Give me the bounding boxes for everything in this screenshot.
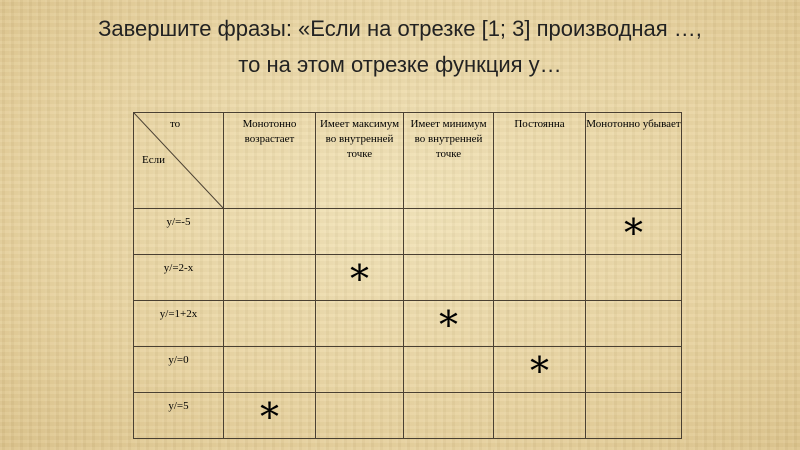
asterisk-mark [586, 301, 681, 305]
table-cell [586, 209, 682, 255]
row-label: y/=1+2x [134, 301, 224, 347]
table-row [134, 209, 682, 255]
table-cell [404, 393, 494, 439]
table-row [134, 347, 682, 393]
asterisk-mark [316, 393, 403, 397]
table-cell [586, 347, 682, 393]
asterisk-mark [404, 393, 493, 397]
asterisk-mark: * [350, 257, 369, 301]
slide-title-line-2: то на этом отрезке функция у… [238, 52, 562, 77]
asterisk-mark [586, 393, 681, 397]
table-cell [404, 209, 494, 255]
asterisk-mark: * [439, 303, 458, 347]
table-cell [494, 347, 586, 393]
asterisk-mark: * [624, 211, 643, 255]
table-row [134, 255, 682, 301]
table-cell [494, 255, 586, 301]
asterisk-mark [316, 209, 403, 213]
asterisk-mark: * [260, 395, 279, 439]
table-cell [494, 209, 586, 255]
column-header: Монотонно убывает [586, 113, 682, 209]
table-cell [224, 209, 316, 255]
table-row [134, 393, 682, 439]
asterisk-mark [494, 255, 585, 259]
row-label: y/=-5 [134, 209, 224, 255]
table-row [134, 301, 682, 347]
table-cell [586, 301, 682, 347]
row-label: y/=2-x [134, 255, 224, 301]
corner-cell [134, 113, 224, 209]
asterisk-mark [586, 255, 681, 259]
asterisk-mark [224, 209, 315, 213]
asterisk-mark [494, 393, 585, 397]
table-cell [224, 301, 316, 347]
asterisk-mark [494, 301, 585, 305]
asterisk-mark [224, 255, 315, 259]
row-label: y/=0 [134, 347, 224, 393]
table-cell [316, 347, 404, 393]
table-cell [494, 393, 586, 439]
table-cell [586, 393, 682, 439]
asterisk-mark [404, 347, 493, 351]
corner-label-to: то [170, 118, 181, 130]
asterisk-mark [316, 347, 403, 351]
asterisk-mark [586, 347, 681, 351]
table-cell [224, 393, 316, 439]
asterisk-mark [224, 301, 315, 305]
column-header: Имеет максимум во внутренней точке [316, 113, 404, 209]
asterisk-mark [494, 209, 585, 213]
table-cell [316, 301, 404, 347]
asterisk-mark [316, 301, 403, 305]
asterisk-mark [404, 209, 493, 213]
table-cell [404, 301, 494, 347]
table-cell [404, 347, 494, 393]
derivative-table [133, 112, 682, 439]
table-cell [316, 393, 404, 439]
column-header: Имеет минимум во внутренней точке [404, 113, 494, 209]
table-cell [404, 255, 494, 301]
table-cell [224, 347, 316, 393]
column-header: Постоянна [494, 113, 586, 209]
column-header: Монотонно возрастает [224, 113, 316, 209]
header-row [134, 113, 682, 209]
table-cell [316, 209, 404, 255]
table-cell [494, 301, 586, 347]
slide-title-line-1: Завершите фразы: «Если на отрезке [1; 3] производная …, [98, 16, 702, 41]
table-cell [224, 255, 316, 301]
table-cell [586, 255, 682, 301]
row-label: y/=5 [134, 393, 224, 439]
asterisk-mark [404, 255, 493, 259]
asterisk-mark: * [530, 349, 549, 393]
corner-label-esli: Если [142, 154, 165, 166]
asterisk-mark [224, 347, 315, 351]
table-cell [316, 255, 404, 301]
